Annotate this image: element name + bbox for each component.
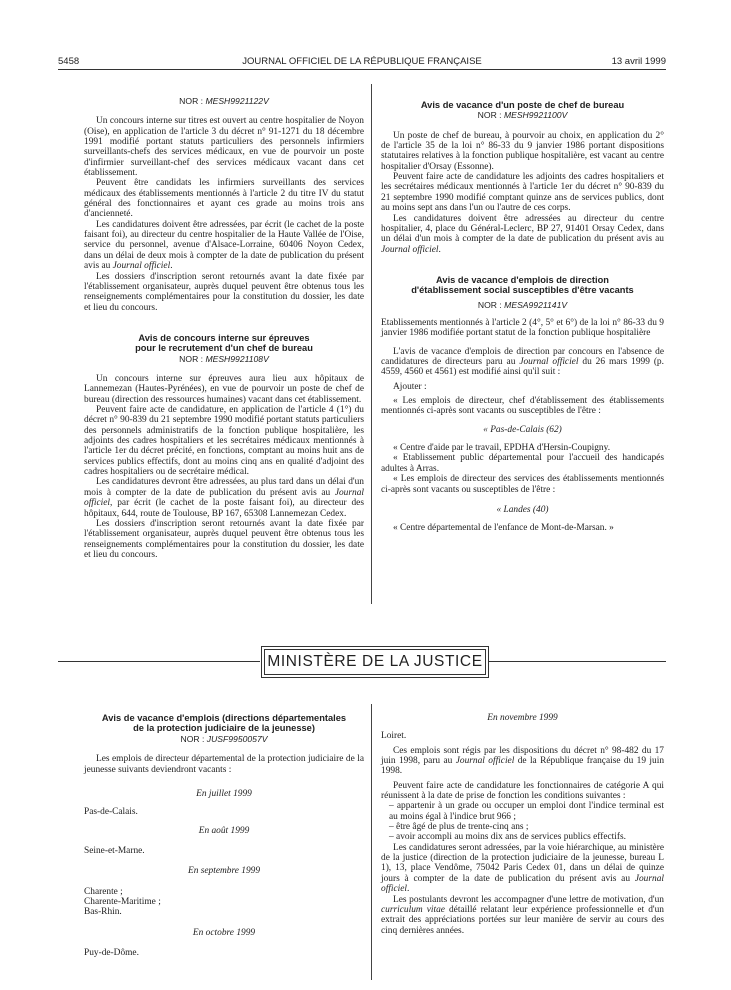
month-heading: En octobre 1999 [192, 927, 256, 938]
department-item: Charente-Maritime ; [84, 896, 161, 907]
department-heading: « Landes (40) [496, 504, 549, 515]
paragraph: « Centre d'aide par le travail, EPDHA d'Hersin-Coupigny. [393, 443, 611, 454]
column-top-left [84, 96, 364, 560]
column-top-right [381, 100, 664, 534]
department-item: Pas-de-Calais. [84, 807, 138, 818]
paragraph: Les dossiers d'inscription seront retournés avant la date fixée par l'établissement organisateur, auprès duquel peuvent être obtenus tous les renseignements complémentaires pour la constitution du dossier, les date et lieu du concours. [84, 271, 364, 313]
banner-rule-left [58, 661, 260, 662]
condition-item: – appartenir à un grade ou occuper un emploi dont l'indice terminal est au moins égal à l'indice brut 966 ; [389, 801, 664, 822]
nor-reference: NOR : JUSF9950057V [180, 733, 268, 744]
paragraph: Les candidatures devront être adressées, au plus tard dans un délai d'un mois à compter de la date de publication du présent avis au Journal officiel, par écrit (le cachet de la poste faisant foi), au directeur des hôpitaux, 644, route de Toulouse, BP 167, 65308 Lannemezan Cedex. [84, 477, 364, 519]
nor-reference: NOR : MESA9921141V [477, 299, 568, 310]
paragraph: Les dossiers d'inscription seront retournés avant la date fixée par l'établissement organisateur, auprès duquel peuvent être obtenus tous les renseignements complémentaires pour la constitution du dossier, les date et lieu du concours. [84, 518, 364, 560]
month-heading: En septembre 1999 [187, 866, 261, 877]
paragraph: Un concours interne sur épreuves aura lieu aux hôpitaux de Lannemezan (Hautes-Pyrénées), en vue de pourvoir un poste de chef de bureau (direction des ressources humaines) vacant dans cet établissement. [84, 374, 364, 405]
paragraph: Peuvent faire acte de candidature, en application de l'article 4 (1°) du décret n° 90-839 du 21 septembre 1990 modifié portant statuts particuliers des personnels administratifs de la fonction publique hospitalière, les adjoints des cadres hospitaliers et les secrétaires médicaux mentionnés à l'article 1er du décret précité, en fonctions, comptant au moins huit ans de services publics effectifs, dont au moins cinq ans en qualité d'adjoint des cadres hospitaliers ou de secrétaire médical. [84, 405, 364, 478]
paragraph: Un concours interne sur titres est ouvert au centre hospitalier de Noyon (Oise), en application de l'article 3 du décret n° 91-1271 du 18 décembre 1991 modifié portant statuts particuliers des personnels infirmiers surveillants-chefs des services médicaux, en vue de pourvoir un poste d'infirmier surveillant-chef des services médicaux vacant dans cet établissement. [84, 116, 364, 179]
column-divider-top [371, 84, 372, 604]
column-divider-bottom [371, 704, 372, 980]
header-rule [58, 69, 666, 70]
paragraph: « Les emplois de directeur des services des établissements mentionnés ci-après sont vacants ou susceptibles de l'être : [381, 474, 664, 495]
column-bottom-left [84, 713, 364, 958]
section-title: Avis de vacance d'un poste de chef de bureau [420, 100, 625, 110]
paragraph: « Etablissement public départemental pour l'accueil des handicapés adultes à Arras. [381, 453, 664, 474]
department-item: Seine-et-Marne. [84, 845, 145, 856]
section-title: Avis de vacance d'emplois (directions départementales de la protection judiciaire de la jeunesse) [101, 713, 347, 734]
month-heading: En juillet 1999 [196, 788, 252, 799]
paragraph: Un poste de chef de bureau, à pourvoir au choix, en application du 2° de l'article 35 de la loi n° 86-33 du 9 janvier 1986 portant dispositions statutaires relatives à la fonction publique hospitalière, est vacant au centre hospitalier d'Orsay (Essonne). [381, 130, 664, 172]
paragraph: Les emplois de directeur départemental de la protection judiciaire de la jeunesse suivants deviendront vacants : [84, 754, 364, 775]
paragraph: Etablissements mentionnés à l'article 2 (4°, 5° et 6°) de la loi n° 86-33 du 9 janvier 1986 modifiée portant statut de la fonction publique hospitalière [381, 318, 664, 339]
section-title: Avis de concours interne sur épreuves pour le recrutement d'un chef de bureau [135, 332, 313, 354]
issue-date: 13 avril 1999 [611, 56, 666, 67]
month-heading: En novembre 1999 [487, 713, 558, 723]
page-header [58, 56, 666, 70]
paragraph: Ajouter : [393, 381, 427, 392]
paragraph: L'avis de vacance d'emplois de direction par concours en l'absence de candidatures de directeurs paru au Journal officiel du 26 mars 1999 (p. 4559, 4560 et 4561) est modifié ainsi qu'il suit : [381, 346, 664, 378]
paragraph: « Centre départemental de l'enfance de Mont-de-Marsan. » [393, 523, 614, 534]
nor-reference: NOR : MESH9921108V [179, 353, 269, 364]
department-item: Bas-Rhin. [84, 907, 122, 918]
condition-item: – avoir accompli au moins dix ans de services publics effectifs. [389, 832, 626, 843]
page-number: 5458 [58, 56, 80, 67]
department-item: Puy-de-Dôme. [84, 947, 139, 958]
paragraph: Ces emplois sont régis par les dispositions du décret n° 98-482 du 17 juin 1998, paru au Journal officiel de la République française du 19 juin 1998. [381, 745, 665, 777]
nor-reference: NOR : MESH9921100V [477, 110, 568, 121]
condition-item: – être âgé de plus de trente-cinq ans ; [389, 822, 529, 833]
journal-title: JOURNAL OFFICIEL DE LA RÉPUBLIQUE FRANÇAISE [242, 56, 482, 67]
paragraph: « Les emplois de directeur, chef d'établissement des établissements mentionnés ci-après sont vacants ou susceptibles de l'être : [381, 396, 664, 417]
paragraph: Les candidatures doivent être adressées, par écrit (le cachet de la poste faisant foi), au directeur du centre hospitalier de la Haute Vallée de l'Oise, service du personnel, avenue d'Alsace-Lorraine, 60406 Noyon Cedex, dans un délai de deux mois à compter de la date de publication du présent avis au Journal officiel. [84, 219, 364, 272]
department-item: Loiret. [381, 731, 407, 742]
paragraph: Peuvent être candidats les infirmiers surveillants des services médicaux des établissements mentionnés à l'article 2 du titre IV du statut général des fonctionnaires et ayant ces grade au moins trois ans d'ancienneté. [84, 178, 364, 220]
paragraph: Peuvent faire acte de candidature les fonctionnaires de catégorie A qui réunissent à la date de prise de fonction les conditions suivantes : [381, 780, 664, 802]
paragraph: Peuvent faire acte de candidature les adjoints des cadres hospitaliers et les secrétaires médicaux mentionnés à l'article 1er du décret n° 90-839 du 21 septembre 1990 modifié comptant quinze ans de services publics, dont au moins sept ans dans l'un ou l'autre de ces corps. [381, 172, 664, 214]
ministry-banner: MINISTÈRE DE LA JUSTICE [264, 649, 486, 675]
nor-reference: NOR : MESH9921122V [179, 96, 269, 106]
paragraph: Les postulants devront les accompagner d'une lettre de motivation, d'un curriculum vitae détaillé relatant leur expérience professionnelle et d'un extrait des appréciations portées sur leur manière de servir au cours des cinq dernières années. [381, 894, 664, 936]
banner-rule-right [489, 661, 666, 662]
department-heading: « Pas-de-Calais (62) [483, 424, 562, 435]
paragraph: Les candidatures doivent être adressées au directeur du centre hospitalier, 4, place du Général-Leclerc, BP 27, 91401 Orsay Cedex, dans un délai d'un mois à compter de la date de publication du présent avis au Journal officiel. [381, 213, 664, 255]
month-heading: En août 1999 [198, 825, 250, 836]
department-item: Charente ; [84, 886, 123, 897]
paragraph: Les candidatures seront adressées, par la voie hiérarchique, au ministère de la justice (direction de la protection judiciaire de la jeunesse, bureau L 1), 13, place Vendôme, 75042 Paris Cedex 01, dans un délai de quinze jours à compter de la date de publication du présent avis au Journal officiel. [381, 842, 664, 895]
column-bottom-right [381, 713, 664, 936]
section-title: Avis de vacance d'emplois de direction d'établissement social susceptibles d'être vacants [411, 274, 634, 296]
